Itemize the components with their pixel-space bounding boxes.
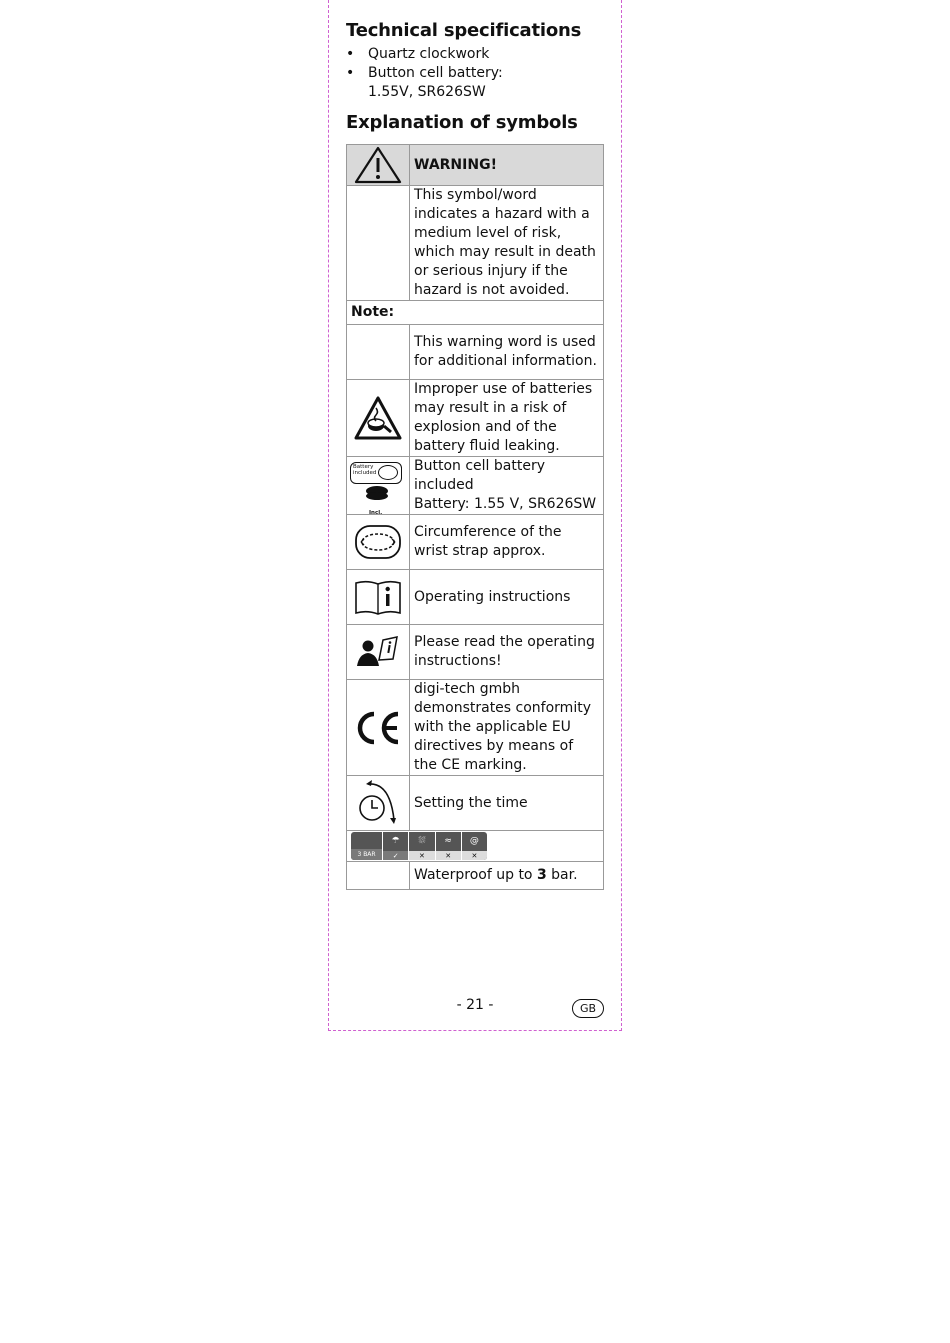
table-row (347, 680, 604, 776)
circumference-text: Circumference of the wrist strap approx. (410, 515, 604, 570)
book-info-icon (347, 570, 410, 625)
note-title: Note: (347, 301, 604, 325)
list-item: • Button cell battery: 1.55V, SR626SW (346, 64, 596, 102)
table-row (347, 301, 604, 325)
table-row (347, 570, 604, 625)
table-row (347, 186, 604, 301)
table-row (347, 776, 604, 831)
symbols-table (346, 144, 604, 890)
page-number: - 21 - (456, 997, 494, 1013)
operating-text: Operating instructions (410, 570, 604, 625)
trim-line-left (328, 0, 329, 1031)
trim-line-right (621, 0, 622, 1031)
warning-icon (347, 145, 410, 186)
clock-setting-icon (347, 776, 410, 831)
note-text: This warning word is used for additional information. (410, 325, 604, 380)
table-row (347, 325, 604, 380)
battery-risk-text: Improper use of batteries may result in a risk of explosion and of the battery fluid leaking. (410, 380, 604, 457)
wrist-strap-icon (347, 515, 410, 570)
setting-time-text: Setting the time (410, 776, 604, 831)
ce-text: digi-tech gmbh demonstrates conformity with the applicable EU directives by means of the CE marking. (410, 680, 604, 776)
symbols-heading: Explanation of symbols (346, 112, 578, 133)
tech-spec-list (346, 45, 596, 102)
table-row (347, 831, 604, 862)
read-instructions-icon (347, 625, 410, 680)
warning-text: This symbol/word indicates a hazard with a medium level of risk, which may result in death or serious injury if the hazard is not avoided. (410, 186, 604, 301)
table-row (347, 625, 604, 680)
waterproof-text: Waterproof up to 3 bar. (410, 862, 604, 890)
table-row (347, 145, 604, 186)
table-row (347, 457, 604, 515)
warning-title: WARNING! (410, 145, 604, 186)
water-resistance-icon: 3 BAR ☂ ✓ ⛆ ✕ ≈ ✕ @ ✕ (347, 831, 604, 862)
ce-mark-icon (347, 680, 410, 776)
table-row (347, 380, 604, 457)
battery-included-icon: Battery included Incl. (347, 457, 410, 515)
table-row (347, 862, 604, 890)
battery-included-text: Button cell battery included Battery: 1.55 V, SR626SW (410, 457, 604, 515)
trim-line-bottom (328, 1030, 622, 1031)
list-item: • Quartz clockwork (346, 45, 596, 64)
language-badge: GB (572, 999, 604, 1018)
tech-spec-heading: Technical specifications (346, 20, 582, 41)
battery-hazard-icon (347, 380, 410, 457)
please-read-text: Please read the operating instructions! (410, 625, 604, 680)
table-row (347, 515, 604, 570)
